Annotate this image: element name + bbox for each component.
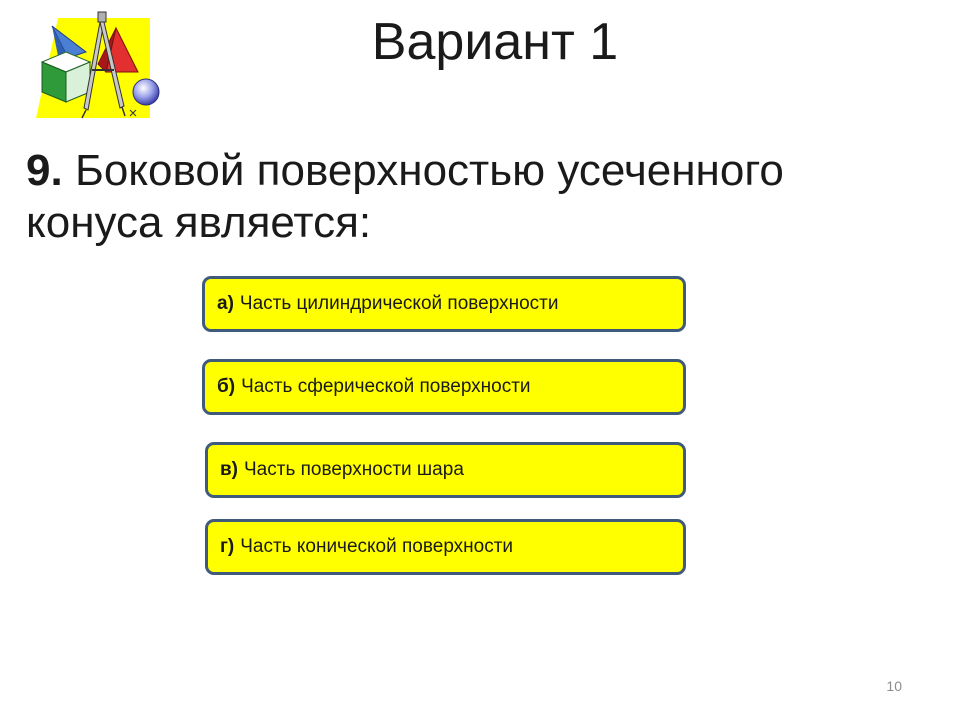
answer-option-c[interactable] xyxy=(205,442,686,498)
answer-label: Часть сферической поверхности xyxy=(241,376,531,397)
answer-letter: в) xyxy=(220,459,239,480)
slide-title: Вариант 1 xyxy=(371,13,619,71)
question-body: Боковой поверхностью усеченного конуса является: xyxy=(26,146,784,247)
question-text xyxy=(26,145,906,249)
page-number: 10 xyxy=(886,678,902,694)
answer-option-d[interactable] xyxy=(205,519,686,575)
answer-label: Часть поверхности шара xyxy=(244,459,464,480)
answer-option-b[interactable] xyxy=(202,359,686,415)
answer-label: Часть конической поверхности xyxy=(240,536,514,557)
answer-label: Часть цилиндрической поверхности xyxy=(239,293,559,314)
answer-letter: б) xyxy=(217,376,236,397)
question-number: 9. xyxy=(26,146,63,195)
answer-letter: а) xyxy=(217,293,234,314)
answer-letter: г) xyxy=(220,536,235,557)
answer-option-a[interactable] xyxy=(202,276,686,332)
